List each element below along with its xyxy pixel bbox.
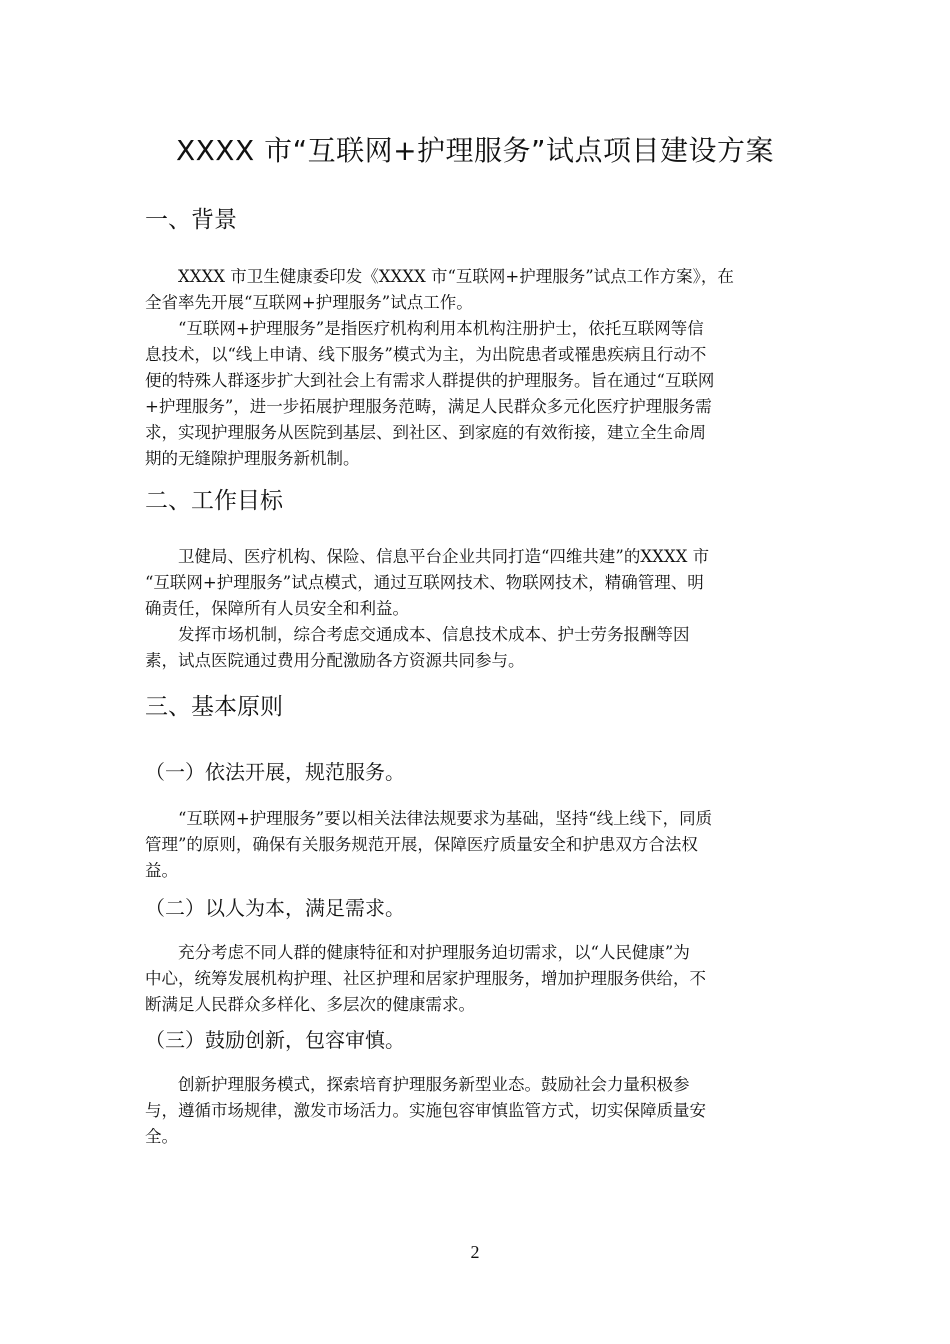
paragraph-line: 益。 bbox=[145, 861, 178, 880]
paragraph-line: 期的无缝隙护理服务新机制。 bbox=[145, 449, 360, 468]
subsection-heading-1: （一）依法开展，规范服务。 bbox=[145, 760, 405, 784]
document-title: XXXX 市“互联网+护理服务”试点项目建设方案 bbox=[175, 134, 775, 167]
paragraph-line: 管理”的原则，确保有关服务规范开展，保障医疗质量安全和护患双方合法权 bbox=[145, 835, 698, 854]
principle-paragraph-3 bbox=[145, 1072, 805, 1150]
paragraph-line: 与，遵循市场规律，激发市场活力。实施包容审慎监管方式，切实保障质量安 bbox=[145, 1101, 706, 1120]
paragraph-line: “互联网+护理服务”试点模式，通过互联网技术、物联网技术，精确管理、明 bbox=[145, 573, 704, 592]
page-number: 2 bbox=[470, 1242, 480, 1262]
paragraph-line: 发挥市场机制，综合考虑交通成本、信息技术成本、护士劳务报酬等因 bbox=[178, 625, 690, 644]
paragraph-line: 充分考虑不同人群的健康特征和对护理服务迫切需求，以“人民健康”为 bbox=[178, 943, 690, 962]
paragraph-line: “互联网+护理服务”是指医疗机构利用本机构注册护士，依托互联网等信 bbox=[178, 319, 704, 338]
paragraph-line: 创新护理服务模式，探索培育护理服务新型业态。鼓励社会力量积极参 bbox=[178, 1075, 690, 1094]
subsection-heading-3: （三）鼓励创新，包容审慎。 bbox=[145, 1028, 405, 1052]
section-heading-goals: 二、工作目标 bbox=[145, 488, 283, 514]
principle-paragraph-1 bbox=[145, 806, 805, 884]
paragraph-line: 便的特殊人群逐步扩大到社会上有需求人群提供的护理服务。旨在通过“互联网 bbox=[145, 371, 715, 390]
section-heading-background: 一、背景 bbox=[145, 207, 237, 233]
background-paragraph-2 bbox=[145, 316, 805, 472]
paragraph-line: 中心，统筹发展机构护理、社区护理和居家护理服务，增加护理服务供给，不 bbox=[145, 969, 706, 988]
paragraph-line: 断满足人民群众多样化、多层次的健康需求。 bbox=[145, 995, 475, 1014]
paragraph-line: 素，试点医院通过费用分配激励各方资源共同参与。 bbox=[145, 651, 525, 670]
goals-paragraph-1 bbox=[145, 544, 805, 622]
paragraph-line: “互联网+护理服务”要以相关法律法规要求为基础，坚持“线上线下，同质 bbox=[178, 809, 713, 828]
paragraph-line: 全。 bbox=[145, 1127, 178, 1146]
paragraph-line: 卫健局、医疗机构、保险、信息平台企业共同打造“四维共建”的XXXX 市 bbox=[178, 547, 710, 566]
paragraph-line: 确责任，保障所有人员安全和利益。 bbox=[145, 599, 409, 618]
subsection-heading-2: （二）以人为本，满足需求。 bbox=[145, 896, 405, 920]
principle-paragraph-2 bbox=[145, 940, 805, 1018]
paragraph-line: 求，实现护理服务从医院到基层、到社区、到家庭的有效衔接，建立全生命周 bbox=[145, 423, 706, 442]
background-paragraph-1 bbox=[145, 264, 805, 316]
paragraph-line: XXXX 市卫生健康委印发《XXXX 市“互联网+护理服务”试点工作方案》，在 bbox=[178, 267, 734, 286]
paragraph-line: 全省率先开展“互联网+护理服务”试点工作。 bbox=[145, 293, 473, 312]
goals-paragraph-2 bbox=[145, 622, 805, 674]
paragraph-line: 息技术，以“线上申请、线下服务”模式为主，为出院患者或罹患疾病且行动不 bbox=[145, 345, 707, 364]
section-heading-principles: 三、基本原则 bbox=[145, 694, 283, 720]
paragraph-line: +护理服务”，进一步拓展护理服务范畴，满足人民群众多元化医疗护理服务需 bbox=[145, 397, 712, 416]
